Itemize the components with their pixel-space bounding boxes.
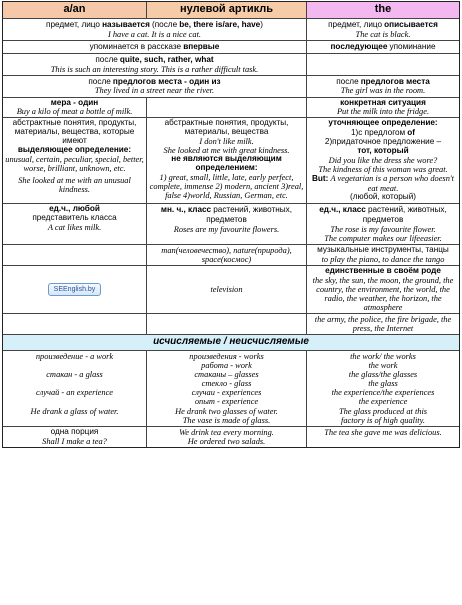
example: This is such an interesting story. This is a rather difficult task. [50,64,259,74]
example: стекло - glass [201,379,252,389]
example: The rose is my favourite flower. [330,224,436,234]
example: I don't like milk. [199,137,254,147]
table-header [3,2,459,19]
rule-keyword: выделяющее определение: [17,145,132,155]
rule-specific-situation [307,98,459,118]
example: Put the milk into the fridge. [336,107,430,117]
rule-distinguishing-attribute [3,118,147,202]
rule-keyword: мера - один [50,97,99,107]
rule-place-prepositions [307,76,459,97]
example: She looked at me with great kindness. [163,146,290,156]
rule-singular-class [307,204,459,244]
example: She looked at me with an unusual kindness. [18,176,131,195]
example: the experience [358,397,408,407]
rule-text: предмет, лицо [328,19,383,29]
rule-text: растений, животных, предметов [362,204,447,224]
example [5,379,144,388]
rule-keyword: единственные в своём роде [325,265,441,275]
table-row [3,41,459,54]
rule-unique [307,266,459,313]
rule-one-portion [3,427,147,447]
example: The cat is black. [355,29,411,39]
empty-cell [307,54,459,75]
rule-text: после [336,76,359,86]
countable-uncountable-heading: исчисляемые / неисчисляемые [3,335,459,350]
rule-keyword: тот, который [357,146,409,156]
example: опыт - experience [194,397,259,407]
example: 1) great, small, little, late, early perfect, complete, immense 2) modern, ancient 3)real, false 4)world, Russian, German, etc. [149,173,304,201]
example: работа - work [201,361,252,371]
example: the experience/the experiences [331,388,435,398]
example: He ordered two salads. [187,436,266,446]
rule-text: (после [151,19,178,29]
rule-keyword: предлогов места [360,76,430,86]
example: стаканы – glasses [194,370,259,380]
rule-text: упоминание [389,41,436,51]
table-row [3,118,459,203]
example: стакан - a glass [46,370,103,380]
rule-subsequent-mention [307,41,459,53]
rule-specifying-attribute [307,118,459,202]
example: A cat likes milk. [47,222,102,232]
table-row [3,427,459,447]
rule-quite-such [3,54,307,75]
rule-place-prepositions-one [3,76,307,97]
table-row [3,98,459,119]
rule-text: ) [260,19,263,29]
section-separator [3,335,459,351]
example [5,416,144,425]
rule-text: (любой, который) [349,192,416,202]
rule-keyword: не являются выделяющим определением: [171,154,282,173]
example: Shall I make a tea? [42,436,107,446]
example: случаи - experiences [191,388,262,398]
example: произведения - works [189,352,264,362]
rule-keyword: But: [312,174,329,184]
rule-measure [3,98,147,118]
plural-uncountable-examples [147,351,307,426]
rule-instruments-dances [307,245,459,265]
rule-text: абстрактные понятия, продукты, материалы, вещества, которые имеют [12,118,137,146]
rule-institutions: the army, the police, the fire brigade, the press, the Internet [314,315,452,334]
rule-keyword: описывается [384,19,438,29]
empty-cell [147,98,307,118]
rule-text: растений, животных, предметов [206,204,293,224]
example: The computer makes our lifeeasier. [324,233,442,243]
example: They lived in a street near the river. [94,86,215,96]
rule-keyword: конкретная ситуация [340,97,426,107]
example: the sky, the sun, the moon, the ground, the country, the environment, the world, the radio, the weather, the horizon, the atmosphere [312,275,454,312]
table-row [3,76,459,98]
rule-keyword: be, there is/are, have [179,19,261,29]
example [5,397,144,406]
example: He drank two glasses of water. [175,406,278,416]
example: Did you like the dress she wore? [328,155,438,165]
header-the: the [307,2,459,18]
rule-keyword: quite, such, rather, what [119,54,214,64]
example: The girl was in the room. [340,86,426,96]
rule-television: television [147,266,307,313]
empty-cell [3,314,147,334]
table-row [3,314,459,335]
rule-text: упоминается в рассказе [89,41,182,51]
example: the work/ the works [350,352,416,362]
example: I have a cat. It is a nice cat. [107,29,202,39]
tea-examples [147,427,307,447]
table-row [3,54,459,76]
example [5,361,144,370]
table-row [3,266,459,314]
logo-cell [3,266,147,313]
article-table [2,1,460,448]
rule-text: представитель класса [32,212,117,222]
empty-cell [3,245,147,265]
table-row [3,351,459,427]
rule-keyword: впервые [183,41,220,51]
example: the glass/the glasses [348,370,418,380]
rule-mankind-nature: man(человечество), nature(природа), space(космос) [147,245,307,265]
table-row [3,245,459,266]
rule-keyword: ед.ч., класс [319,204,366,214]
example: He drank a glass of water. [30,406,119,416]
rule-keyword: ед.ч., любой [49,203,100,213]
site-logo[interactable]: SEEnglish.by [48,283,102,297]
table-row [3,19,459,41]
rule-keyword: уточняющее определение: [328,118,438,128]
example: to play the piano, to dance the tango [321,254,445,264]
rule-named [3,19,307,40]
example: The vase is made of glass. [182,415,271,425]
rule-keyword: предлогов места - один из [112,76,221,86]
header-a-an: a/an [3,2,147,18]
rule-text: 2)придаточное предложение – [324,137,442,147]
example: the work [368,361,398,371]
rule-text: после [88,76,111,86]
header-zero-article: нулевой артикль [147,2,307,18]
example: произведение - a work [35,352,114,362]
example: Buy a kilo of meat a bottle of milk. [16,107,133,117]
rule-text: после [95,54,118,64]
example: the glass [368,379,398,389]
rule-keyword: of [407,128,416,138]
rule-text: предмет, лицо [46,19,100,29]
rule-plural-class [147,204,307,244]
example: случай - an experience [35,388,114,398]
rule-keyword: называется [102,19,150,29]
table-row [3,204,459,245]
rule-text: абстрактные понятия, продукты, материалы, вещества [164,118,289,137]
rule-abstract-nouns [147,118,307,202]
empty-cell [147,314,307,334]
rule-class-representative [3,204,147,244]
example: Roses are my favourite flowers. [173,224,280,234]
example: unusual, certain, peculiar, special, better, worse, brilliant, unknown, etc. [5,154,144,173]
example: factory is of high quality. [341,415,425,425]
rule-keyword: мн. ч., класс [160,204,212,214]
rule-text: одна порция [50,426,99,436]
rule-text: 1)с предлогом [350,128,406,138]
example: The kindness of this woman was great. [318,165,448,174]
example: The glass produced at this [338,406,428,416]
example: A vegetarian is a person who doesn't eat meat. [330,174,454,193]
definite-tea-example: The tea she gave me was delicious. [324,427,442,437]
example: We drink tea every morning. [179,427,274,437]
countable-examples [3,351,147,426]
rule-first-mention [3,41,307,53]
rule-described [307,19,459,40]
rule-keyword: последующее [330,41,388,51]
rule-text: музыкальные инструменты, танцы [317,244,449,254]
definite-examples [307,351,459,426]
